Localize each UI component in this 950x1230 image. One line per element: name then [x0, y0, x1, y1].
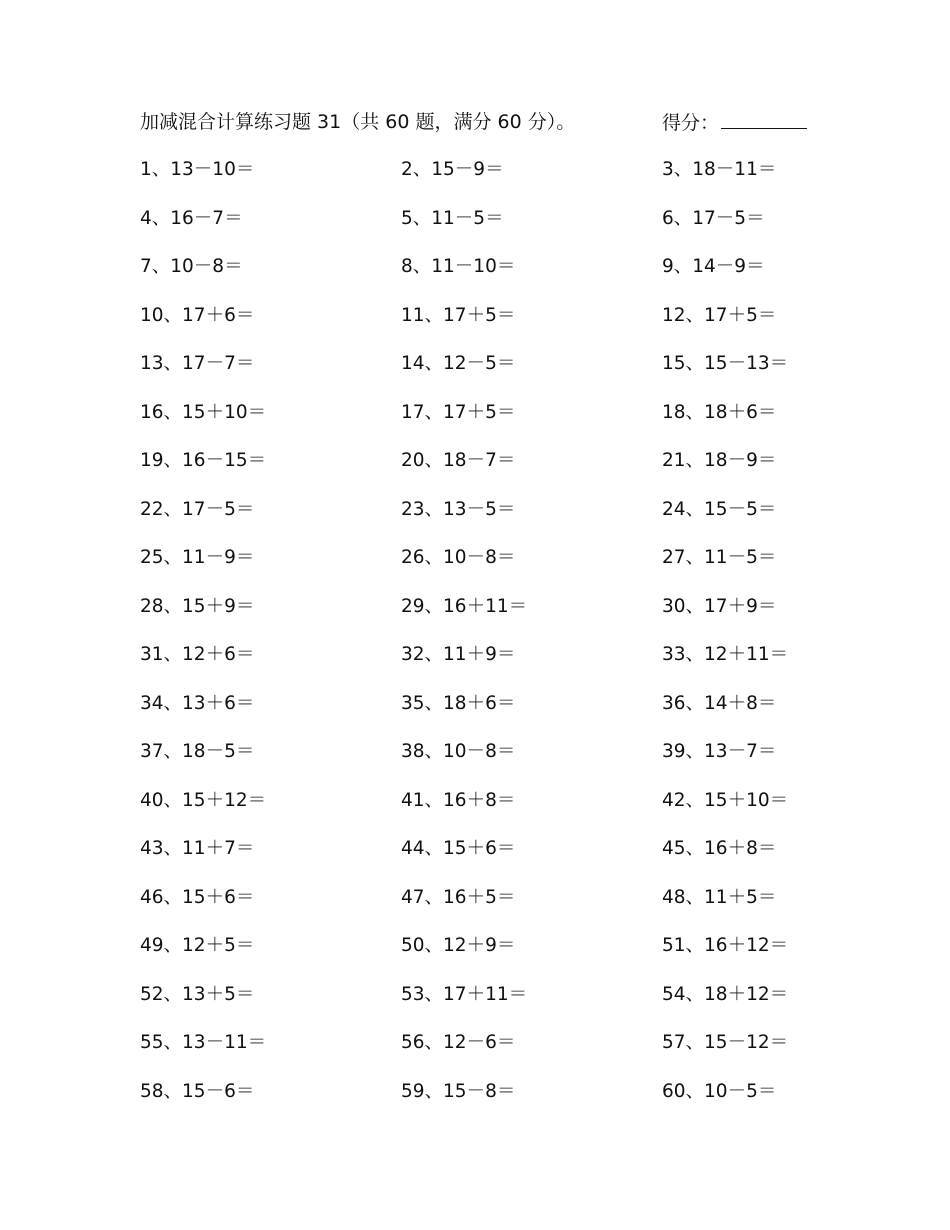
problem-item: 1、13－10＝ [140, 159, 255, 180]
problem-item: 29、16＋11＝ [401, 595, 528, 617]
problem-item: 4、16－7＝ [140, 207, 243, 229]
problem-item: 23、13－5＝ [401, 498, 516, 520]
problem-item: 34、13＋6＝ [140, 692, 255, 714]
problem-item: 19、16－15＝ [140, 450, 267, 471]
problem-item: 28、15＋9＝ [140, 595, 255, 617]
problem-item: 12、17＋5＝ [662, 304, 777, 326]
score-blank-line [721, 108, 807, 129]
problem-item: 47、16＋5＝ [401, 886, 516, 908]
problem-item: 58、15－6＝ [140, 1080, 255, 1102]
problem-item: 32、11＋9＝ [401, 644, 516, 665]
problem-item: 53、17＋11＝ [401, 983, 528, 1005]
problem-item: 5、11－5＝ [401, 207, 504, 229]
problem-item: 50、12＋9＝ [401, 935, 516, 956]
problem-item: 36、14＋8＝ [662, 692, 777, 714]
problem-grid [140, 156, 840, 1126]
score-field [662, 108, 807, 137]
problem-item: 25、11－9＝ [140, 547, 255, 568]
problem-item: 41、16＋8＝ [401, 789, 516, 811]
problem-item: 44、15＋6＝ [401, 838, 516, 859]
problem-item: 26、10－8＝ [401, 547, 516, 568]
worksheet-header [140, 108, 820, 136]
problem-item: 43、11＋7＝ [140, 838, 255, 859]
problem-item: 24、15－5＝ [662, 498, 777, 520]
problem-item: 35、18＋6＝ [401, 692, 516, 714]
problem-item: 8、11－10＝ [401, 256, 516, 277]
problem-item: 46、15＋6＝ [140, 886, 255, 908]
problem-item: 55、13－11＝ [140, 1032, 267, 1053]
problem-item: 20、18－7＝ [401, 450, 516, 471]
problem-item: 3、18－11＝ [662, 159, 777, 180]
problem-item: 27、11－5＝ [662, 547, 777, 568]
worksheet-title: 加减混合计算练习题 31（共 60 题，满分 60 分）。 [140, 111, 576, 133]
problem-item: 30、17＋9＝ [662, 595, 777, 617]
problem-item: 45、16＋8＝ [662, 838, 777, 859]
problem-item: 22、17－5＝ [140, 498, 255, 520]
problem-item: 7、10－8＝ [140, 256, 243, 277]
problem-item: 11、17＋5＝ [401, 304, 516, 326]
problem-item: 10、17＋6＝ [140, 304, 255, 326]
problem-item: 49、12＋5＝ [140, 935, 255, 956]
problem-item: 2、15－9＝ [401, 159, 504, 180]
problem-item: 42、15＋10＝ [662, 789, 789, 811]
problem-item: 33、12＋11＝ [662, 644, 789, 665]
problem-item: 51、16＋12＝ [662, 935, 789, 956]
problem-item: 18、18＋6＝ [662, 401, 777, 423]
problem-item: 59、15－8＝ [401, 1080, 516, 1102]
problem-item: 38、10－8＝ [401, 741, 516, 762]
problem-item: 54、18＋12＝ [662, 983, 789, 1005]
score-label: 得分： [662, 112, 720, 134]
problem-item: 17、17＋5＝ [401, 401, 516, 423]
problem-item: 52、13＋5＝ [140, 983, 255, 1005]
problem-item: 57、15－12＝ [662, 1032, 789, 1053]
problem-item: 48、11＋5＝ [662, 886, 777, 908]
problem-item: 16、15＋10＝ [140, 401, 267, 423]
problem-item: 14、12－5＝ [401, 353, 516, 374]
problem-item: 60、10－5＝ [662, 1080, 777, 1102]
problem-item: 13、17－7＝ [140, 353, 255, 374]
problem-item: 6、17－5＝ [662, 207, 765, 229]
problem-item: 21、18－9＝ [662, 450, 777, 471]
problem-item: 31、12＋6＝ [140, 644, 255, 665]
problem-item: 15、15－13＝ [662, 353, 789, 374]
problem-item: 40、15＋12＝ [140, 789, 267, 811]
problem-item: 37、18－5＝ [140, 741, 255, 762]
problem-item: 56、12－6＝ [401, 1032, 516, 1053]
problem-item: 9、14－9＝ [662, 256, 765, 277]
problem-item: 39、13－7＝ [662, 741, 777, 762]
